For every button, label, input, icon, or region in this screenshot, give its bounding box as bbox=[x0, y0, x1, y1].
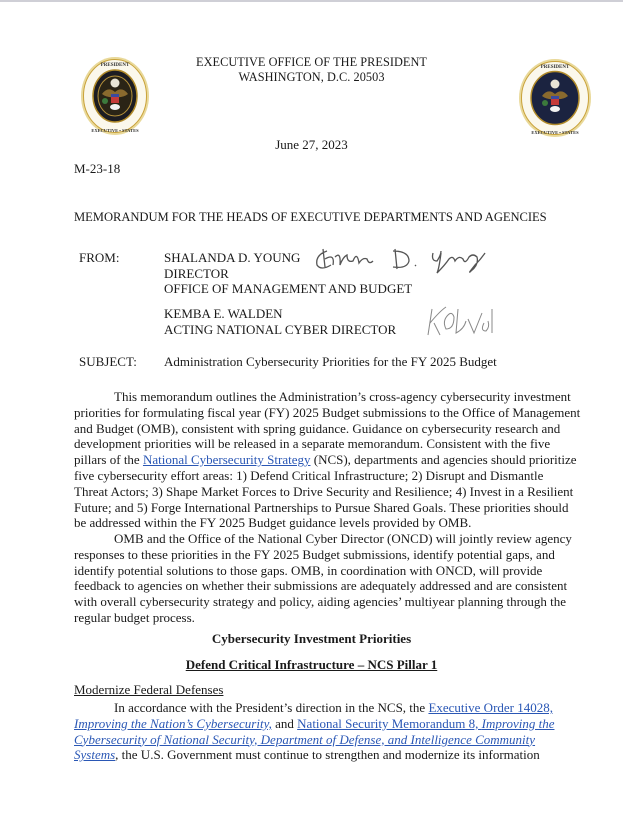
text-line: responses to these priorities in the FY 2025 Budget submissions, identify potential gaps, and bbox=[74, 546, 555, 562]
nsm-8-title-link[interactable] bbox=[74, 732, 535, 747]
signer-name: SHALANDA D. YOUNG bbox=[164, 250, 301, 265]
eo-14028-title-link[interactable] bbox=[74, 716, 272, 731]
signer-title: ACTING NATIONAL CYBER DIRECTOR bbox=[164, 321, 397, 337]
intro-paragraph bbox=[74, 389, 582, 531]
text-fragment: Systems bbox=[74, 747, 116, 763]
text-line: Threat Actors; 3) Shape Market Forces to Drive Security and Resilience; 4) Invest in a Resilient bbox=[74, 483, 574, 499]
memo-addressee: MEMORANDUM FOR THE HEADS OF EXECUTIVE DEPARTMENTS AND AGENCIES bbox=[74, 210, 547, 224]
text-fragment: pillars of the bbox=[74, 452, 143, 468]
text-line: five cybersecurity effort areas: 1) Defend Critical Infrastructure; 2) Disrupt and Dismantle bbox=[74, 467, 544, 483]
text-fragment: Improving the Nation’s Cybersecurity, bbox=[74, 715, 272, 731]
text-line: This memorandum outlines the Administration’s cross-agency cybersecurity investment bbox=[114, 389, 571, 404]
text-fragment: Cybersecurity of National Security, Department of Defense, and Intelligence Community bbox=[74, 731, 536, 747]
text-fragment: In accordance with the President’s direction in the NCS, the bbox=[114, 700, 429, 715]
text-fragment: (NCS), departments and agencies should prioritize bbox=[310, 452, 577, 468]
text-line bbox=[74, 452, 582, 468]
letterhead-office: EXECUTIVE OFFICE OF THE PRESIDENT bbox=[196, 55, 427, 69]
from-label: FROM: bbox=[79, 250, 120, 265]
section-heading: Cybersecurity Investment Priorities bbox=[211, 631, 412, 646]
modernize-paragraph bbox=[74, 700, 582, 763]
text-fragment: National Security Memorandum 8, bbox=[297, 715, 482, 731]
signature-walden bbox=[424, 303, 514, 339]
text-line bbox=[74, 700, 582, 716]
top-border bbox=[0, 0, 623, 2]
subsection-heading: Modernize Federal Defenses bbox=[74, 682, 224, 697]
memo-date: June 27, 2023 bbox=[275, 137, 348, 152]
text-fragment: and bbox=[271, 715, 298, 731]
text-line: development priorities will be released in a separate memorandum. Consistent with the five bbox=[74, 436, 551, 452]
text-line: with overall cybersecurity strategy and policy, aiding agencies’ multiyear planning through the bbox=[74, 594, 567, 610]
text-line bbox=[74, 732, 582, 748]
nsm-8-title-link-end[interactable] bbox=[74, 747, 115, 762]
letterhead-address: WASHINGTON, D.C. 20503 bbox=[238, 70, 385, 84]
signer-title: DIRECTOR bbox=[164, 265, 229, 281]
subject-text: Administration Cybersecurity Priorities for the FY 2025 Budget bbox=[164, 354, 497, 369]
signer-walden bbox=[164, 306, 396, 337]
svg-text:EXECUTIVE • STATES: EXECUTIVE • STATES bbox=[531, 130, 579, 135]
text-line: Future; and 5) Forge International Partnerships to Pursue Shared Goals. These priorities should bbox=[74, 499, 569, 515]
pillar-heading: Defend Critical Infrastructure – NCS Pillar 1 bbox=[185, 657, 438, 672]
svg-text:EXECUTIVE • STATES: EXECUTIVE • STATES bbox=[91, 128, 139, 133]
text-line: be addressed within the FY 2025 Budget guidance levels provided by OMB. bbox=[74, 515, 472, 531]
text-fragment: , the U.S. Government must continue to strengthen and modernize its information bbox=[115, 747, 540, 763]
text-line: priorities for formulating fiscal year (FY) 2025 Budget submissions to the Office of Management bbox=[74, 404, 581, 420]
review-paragraph bbox=[74, 531, 582, 626]
memo-number: M-23-18 bbox=[74, 161, 121, 176]
svg-text:PRESIDENT: PRESIDENT bbox=[540, 65, 570, 70]
text-line: regular budget process. bbox=[74, 609, 195, 625]
signature-young bbox=[313, 243, 498, 275]
ncs-link[interactable]: National Cybersecurity Strategy bbox=[142, 452, 311, 468]
subject-label: SUBJECT: bbox=[79, 354, 137, 369]
text-line bbox=[74, 747, 582, 763]
signer-name: KEMBA E. WALDEN bbox=[164, 306, 283, 321]
signer-office: OFFICE OF MANAGEMENT AND BUDGET bbox=[164, 281, 413, 296]
nsm-8-link[interactable] bbox=[297, 716, 554, 731]
text-line: and Budget (OMB), consistent with spring guidance. Guidance on cybersecurity research and bbox=[74, 420, 561, 436]
svg-text:PRESIDENT: PRESIDENT bbox=[100, 63, 130, 68]
text-line: identify potential solutions to those gaps. OMB, in coordination with ONCD, will provide bbox=[74, 562, 543, 578]
text-line: OMB and the Office of the National Cyber Director (ONCD) will jointly review agency bbox=[114, 531, 572, 546]
text-line: feedback to agencies on whether their submissions are adequately addressed and are consistent bbox=[74, 578, 568, 594]
eo-14028-link[interactable]: Executive Order 14028, bbox=[428, 700, 553, 715]
text-fragment: Improving the bbox=[481, 715, 555, 731]
text-line bbox=[74, 716, 582, 732]
